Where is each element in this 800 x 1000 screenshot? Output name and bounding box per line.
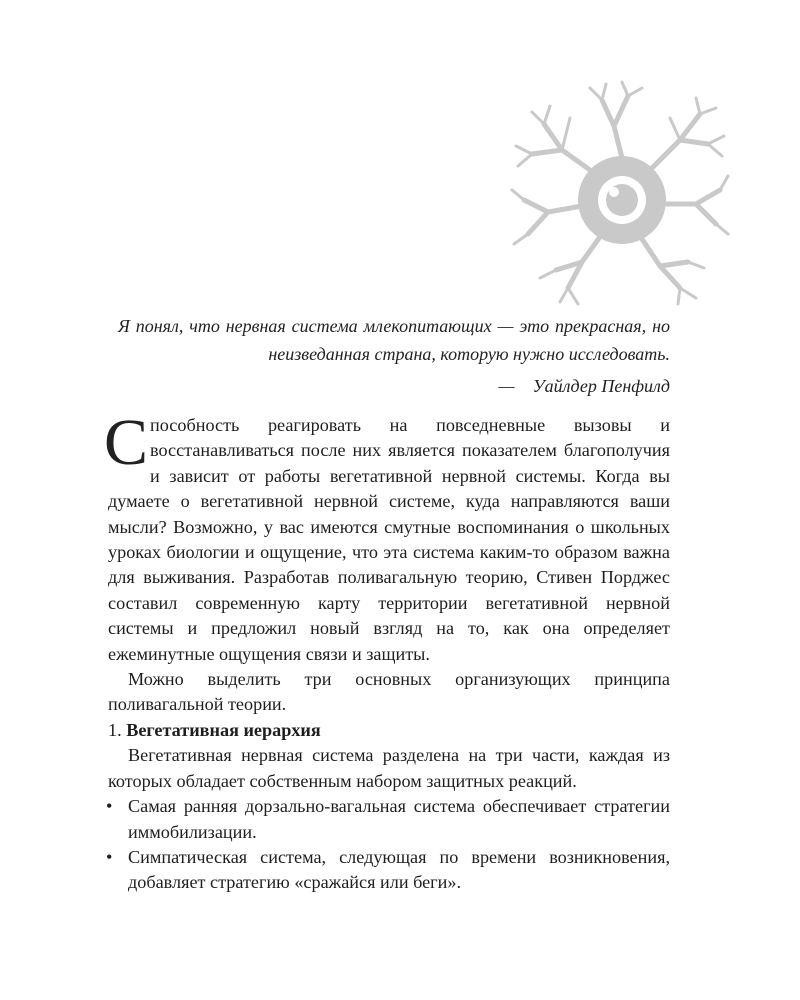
epigraph-quote: Я понял, что нервная система млекопитающих — это прекрасная, но неизведанная страна, которую нужно исследовать. <box>118 316 670 364</box>
paragraph-hierarchy: Вегетативная нервная система разделена на три части, каждая из которых обладает собственным набором защитных реакций. <box>108 745 670 791</box>
list-item <box>108 845 670 896</box>
epigraph <box>118 312 670 400</box>
paragraph-principles: Можно выделить три основных организующих принципа поливагальной теории. <box>108 669 670 715</box>
paragraph-intro-text: пособность реагировать на повседневные вызовы и восстанавливаться после них является показателем благополучия и зависит от работы вегетативной нервной системы. Когда вы думаете о вегетативной нервной системе, куда направляются ваши мысли? Возможно, у вас имеются смутные воспоминания о школьных уроках биологии и ощущение, что эта система каким-то образом важна для выживания. Разработав поливагальную теорию, Стивен Порджес составил современную карту территории вегетативной нервной системы и предложил новый взгляд на то, как она определяет ежеминутные ощущения связи и защиты. <box>108 415 670 664</box>
bullet-list <box>108 794 670 896</box>
body-text <box>104 406 670 896</box>
epigraph-author-line <box>118 372 670 400</box>
list-item-text: Самая ранняя дорзально-вагальная система обеспечивает стратегии иммобилизации. <box>128 796 670 842</box>
list-item <box>108 794 670 845</box>
bullet-marker: • <box>106 796 113 817</box>
neuron-icon <box>510 78 730 308</box>
bullet-marker: • <box>106 846 113 867</box>
drop-cap: С <box>104 406 149 479</box>
epigraph-author: Уайлдер Пенфилд <box>532 376 670 396</box>
list-item-text: Симпатическая система, следующая по времени возникновения, добавляет стратегию «сражайся или беги». <box>128 846 670 893</box>
epigraph-dash: — <box>498 376 515 396</box>
section-title: Вегетативная иерархия <box>126 719 321 740</box>
paragraph-intro <box>104 406 670 667</box>
section-heading <box>108 718 670 743</box>
section-number: 1. <box>108 719 122 740</box>
